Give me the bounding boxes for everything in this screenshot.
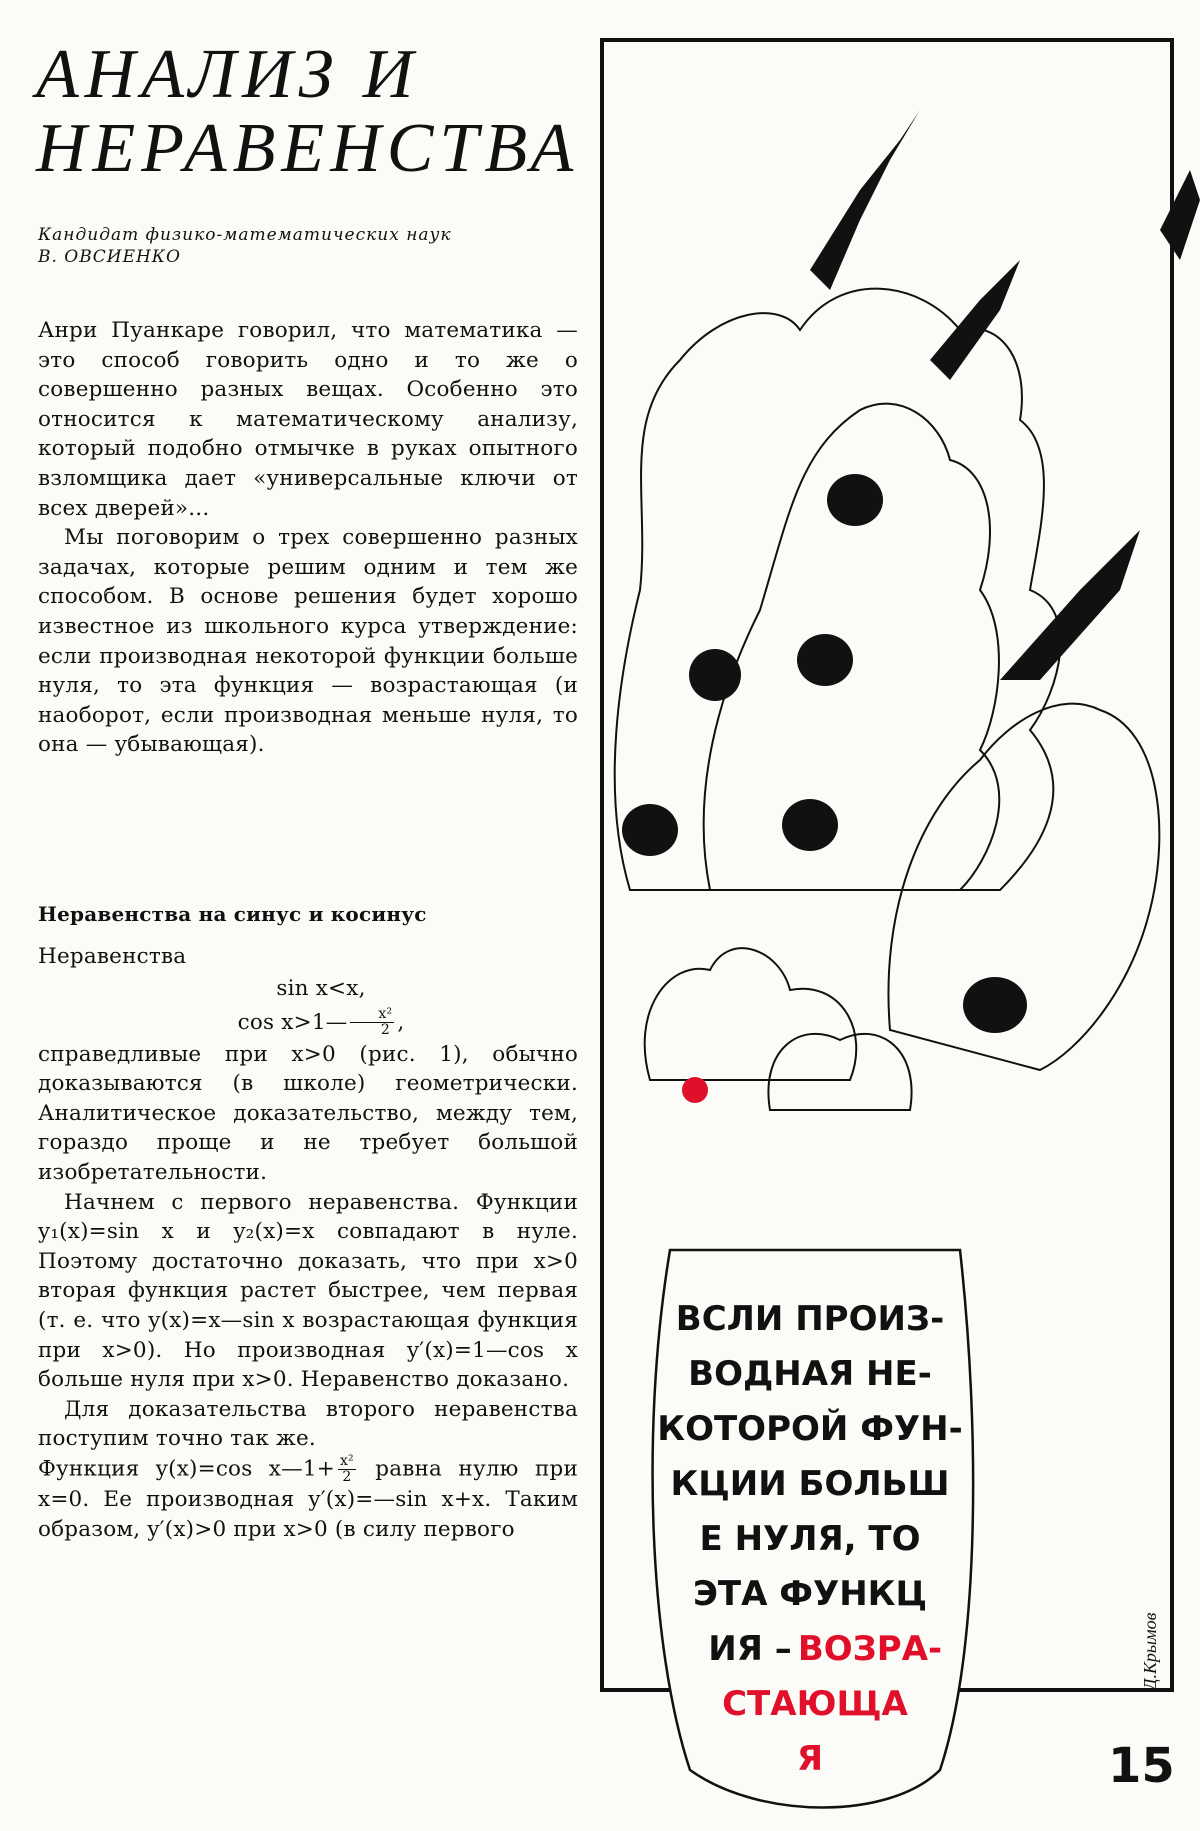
section-paragraph-3: Для доказательства второго неравенства поступим точно так же. [38,1396,578,1452]
sack-line: ВСЛИ ПРОИЗ- [675,1299,945,1339]
sack-red-line: ВОЗРА- [797,1629,943,1669]
section-paragraph-1: справедливые при x>0 (рис. 1), обычно доказываются (в школе) геометрически. Аналитическое доказательство, между тем, гораздо проще и не требует большой изобретательности. [38,1041,578,1185]
cloud-figures [615,289,1160,1110]
sack-red-line: Я [796,1739,824,1779]
author-name: В. ОВСИЕНКО [38,247,181,267]
section-lead: Неравенства [38,944,187,969]
cloud-outline [645,948,857,1080]
formula-cos-fraction [350,1007,394,1038]
paragraph-4-end: равна нулю при x=0. Ее производная y′(x)=—sin x+x. Таким образом, y′(x)>0 при x>0 (в силу первого [38,1456,578,1542]
sack-line: ЭТА ФУНКЦ [692,1574,928,1614]
artist-signature: Д.Крымов [1140,1612,1160,1690]
fraction-denominator: 2 [342,1468,352,1485]
brush-stroke [1000,530,1140,680]
formula-cos-right: , [397,1009,405,1035]
section-paragraph-2: Начнем с первого неравенства. Функции y₁(x)=sin x и y₂(x)=x совпадают в нуле. Поэтому достаточно доказать, что при x>0 вторая функция растет быстрее, чем первая (т. е. что y(x)=x—sin x возрастающая функция при x>0). Но производная y′(x)=1—cos x больше нуля при x>0. Неравенство доказано. [38,1189,578,1393]
sack-line: КЦИИ БОЛЬШ [670,1464,950,1504]
paragraph-4-fraction [338,1454,356,1485]
intro-paragraph-1: Анри Пуанкаре говорил, что математика — это способ говорить одно и то же о совершенно разных вещах. Особенно это относится к математическому анализу, который подобно отмычке в руках опытного взломщика дает «универсальные ключи от всех дверей»... [38,318,578,521]
fraction-numerator: x² [339,1452,354,1469]
page-number: 15 [1108,1738,1175,1794]
formula-sin: sin x<x, [276,975,366,1001]
section-paragraph-4 [38,1454,578,1544]
title-line-2: НЕРАВЕНСТВА [36,110,580,187]
title-line-1: АНАЛИЗ И [36,36,420,113]
red-accent [682,1077,708,1103]
black-dot [782,799,838,851]
article-title [36,38,606,186]
brush-stroke [930,260,1020,380]
brush-stroke [810,110,920,290]
sack-line: КОТОРОЙ ФУН- [657,1409,963,1449]
cloud-outline [768,1034,911,1110]
section-heading: Неравенства на синус и косинус [38,902,427,926]
black-dot [797,634,853,686]
sack-line: Е НУЛЯ, ТО [699,1519,921,1559]
black-dot [963,977,1027,1033]
formula-cos-left: cos x>1— [237,1009,348,1035]
author-role: Кандидат физико-математических наук [38,225,452,245]
illustration [560,30,1200,1820]
sack-line: ВОДНАЯ НЕ- [688,1354,932,1394]
brush-stroke [1160,170,1200,260]
sack-red-line: СТАЮЩА [722,1684,908,1724]
byline [38,224,578,268]
intro-paragraph-2: Мы поговорим о трех совершенно разных задачах, которые решим одним и тем же способом. В основе решения будет хорошо известное из школьного курса утверждение: если производная некоторой функции больше нуля, то эта функция — возрастающая (и наоборот, если производная меньше нуля, то она — убывающая). [38,525,578,758]
fraction-numerator: x² [350,1007,394,1023]
cloud-outline [615,289,1061,890]
intro-text [38,316,578,760]
formula-cos [38,1006,578,1040]
paragraph-4-start: Функция y(x)=cos x—1+ [38,1456,335,1482]
brush-strokes [810,110,1200,680]
section-sin-cos [38,900,578,1544]
black-dot [689,649,741,701]
fraction-denominator: 2 [380,1022,390,1039]
black-dot [827,474,883,526]
black-dots [622,474,1027,1033]
sack-line: ИЯ – [708,1629,792,1669]
black-dot [622,804,678,856]
sack-text [657,1299,962,1669]
